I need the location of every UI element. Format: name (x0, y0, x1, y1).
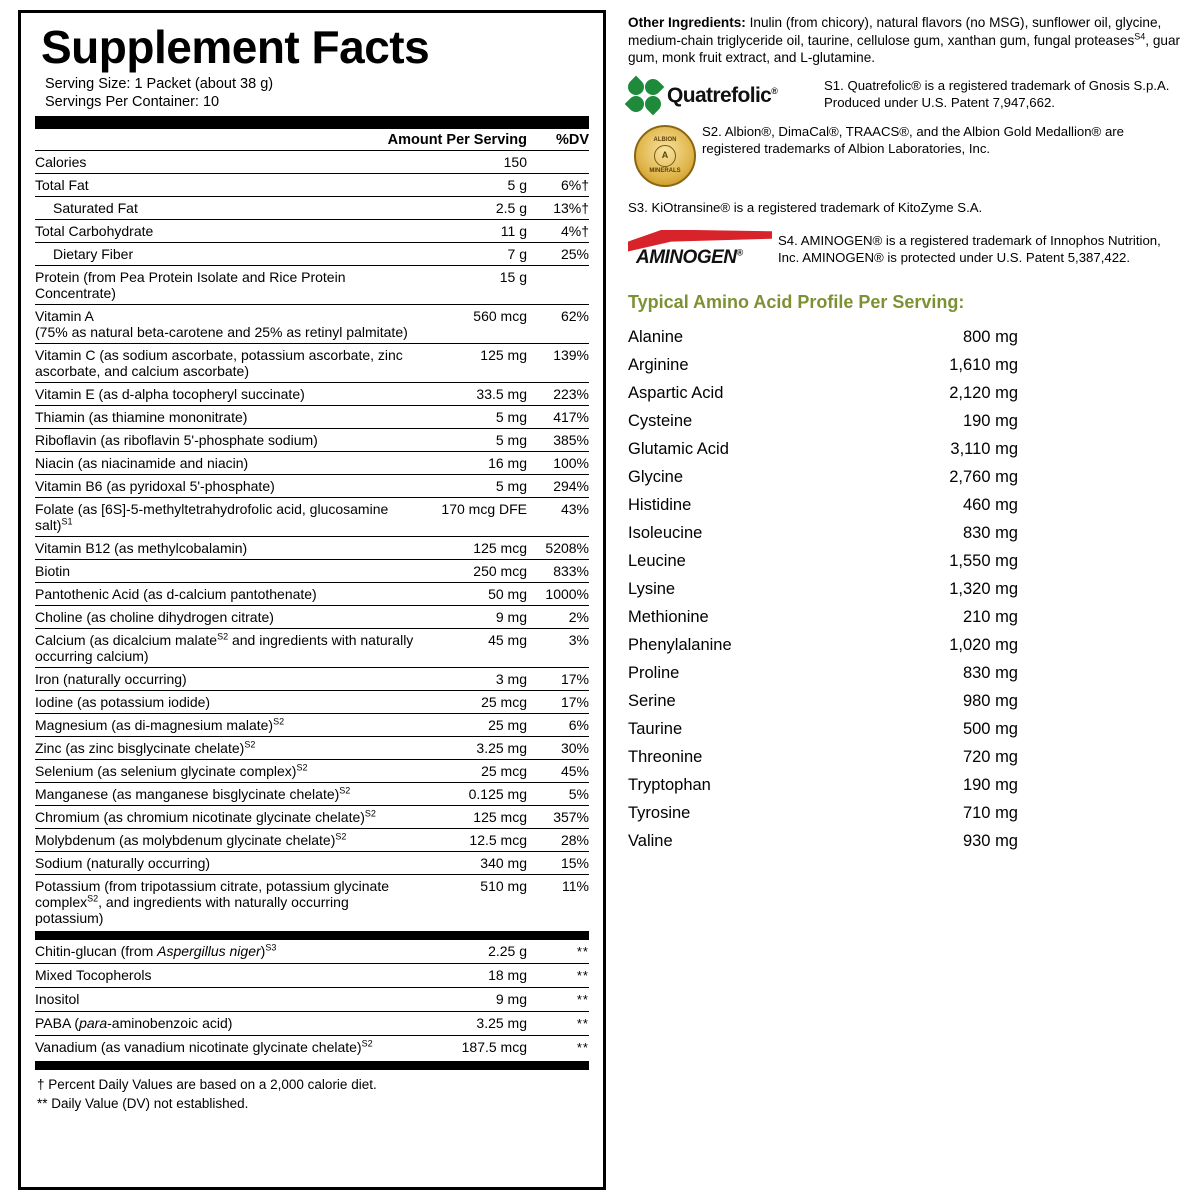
nutrient-amount: 5 mg (415, 429, 527, 452)
amino-acid-value: 210 mg (962, 607, 1018, 626)
albion-seal-icon (634, 125, 696, 187)
amino-acid-row (628, 323, 1018, 351)
nutrient-name: Mixed Tocopherols (35, 964, 415, 988)
amino-acid-row (628, 547, 1018, 575)
amino-acid-name: Cysteine (628, 411, 693, 430)
amino-acid-row (628, 603, 1018, 631)
nutrient-daily-value: 4%† (527, 220, 589, 243)
amino-acid-row (628, 491, 1018, 519)
nutrient-name: Riboflavin (as riboflavin 5'-phosphate sodium) (35, 429, 415, 452)
other-ingredients (628, 14, 1184, 67)
nutrient-daily-value: 45% (527, 760, 589, 783)
s1-footnote: S1. Quatrefolic® is a registered trademark of Gnosis S.p.A. Produced under U.S. Patent 7,947,662. (824, 77, 1170, 110)
clover-icon (628, 79, 662, 113)
albion-seal-top-text: ALBION (653, 136, 677, 143)
amino-acid-value: 830 mg (962, 523, 1018, 542)
table-row (35, 429, 589, 452)
nutrient-amount: 18 mg (415, 964, 527, 988)
column-header-dv: %DV (555, 132, 589, 148)
trademark-albion (628, 123, 1184, 187)
nutrient-name: Calories (35, 151, 415, 174)
amino-acid-row (628, 435, 1018, 463)
footer-divider-bar (35, 1061, 589, 1070)
table-row (35, 806, 589, 829)
nutrient-daily-value: 25% (527, 243, 589, 266)
nutrient-daily-value: 833% (527, 560, 589, 583)
amino-acid-name: Methionine (628, 607, 709, 626)
nutrient-amount: 3 mg (415, 668, 527, 691)
nutrient-amount: 150 (415, 151, 527, 174)
nutrient-amount: 9 mg (415, 606, 527, 629)
amino-acid-value: 800 mg (962, 327, 1018, 346)
s4-footnote: S4. AMINOGEN® is a registered trademark of Innophos Nutrition, Inc. AMINOGEN® is protected under U.S. Patent 5,387,422. (778, 232, 1161, 265)
amino-acid-name: Valine (628, 831, 673, 850)
nutrient-amount: 187.5 mcg (461, 1039, 527, 1055)
nutrient-name: Thiamin (as thiamine mononitrate) (35, 406, 415, 429)
nutrient-name: Pantothenic Acid (as d-calcium pantothenate) (35, 583, 415, 606)
nutrient-name: Vitamin A (75% as natural beta-carotene and 25% as retinyl palmitate) (35, 305, 415, 344)
nutrient-daily-value: 11% (562, 878, 589, 894)
nutrient-daily-value: 1000% (527, 583, 589, 606)
amino-acid-name: Proline (628, 663, 680, 682)
nutrient-name: Dietary Fiber (35, 243, 415, 266)
nutrient-daily-value: 30% (527, 737, 589, 760)
table-row (35, 829, 589, 852)
nutrient-amount: 9 mg (415, 988, 527, 1012)
amino-acid-value: 830 mg (962, 663, 1018, 682)
nutrient-name: PABA (para-aminobenzoic acid) (35, 1012, 415, 1036)
table-row (35, 344, 589, 383)
table-row (35, 197, 589, 220)
nutrient-name: Niacin (as niacinamide and niacin) (35, 452, 415, 475)
nutrient-amount: 25 mg (415, 714, 527, 737)
nutrient-table (35, 151, 589, 929)
amino-acid-name: Serine (628, 691, 676, 710)
nutrient-name: Biotin (35, 560, 415, 583)
amino-acid-value: 2,760 mg (949, 467, 1018, 486)
nutrient-daily-value: 5208% (527, 537, 589, 560)
table-row (35, 220, 589, 243)
amino-acid-name: Lysine (628, 579, 676, 598)
nutrient-daily-value: ** (576, 1040, 589, 1055)
nutrient-name: Folate (as [6S]-5-methyltetrahydrofolic acid, glucosamine salt)$^{S1}$ (35, 498, 415, 537)
nutrient-daily-value (527, 266, 589, 305)
amino-acid-name: Glutamic Acid (628, 439, 729, 458)
nutrient-name: Chromium (as chromium nicotinate glycinate chelate)$^{S2}$ (35, 806, 415, 829)
nutrient-daily-value: 28% (527, 829, 589, 852)
amino-acid-row (628, 631, 1018, 659)
nutrient-amount: 3.25 mg (415, 737, 527, 760)
nutrient-daily-value: 294% (527, 475, 589, 498)
nutrient-daily-value: 13%† (527, 197, 589, 220)
amino-acid-name: Tryptophan (628, 775, 711, 794)
nutrient-name: Zinc (as zinc bisglycinate chelate)$^{S2}$ (35, 737, 415, 760)
servings-per-container: Servings Per Container: 10 (45, 94, 220, 110)
amino-acid-value: 460 mg (962, 495, 1018, 514)
amino-acid-name: Histidine (628, 495, 692, 514)
nutrient-amount: 125 mcg (415, 537, 527, 560)
nutrient-amount: 2.5 g (415, 197, 527, 220)
nutrient-amount: 125 mcg (415, 806, 527, 829)
nutrient-daily-value: 6%† (527, 174, 589, 197)
nutrient-daily-value: 385% (527, 429, 589, 452)
table-row (35, 174, 589, 197)
table-row (35, 475, 589, 498)
nutrient-daily-value: 2% (527, 606, 589, 629)
nutrient-amount: 5 g (415, 174, 527, 197)
table-row (35, 760, 589, 783)
table-row (35, 305, 589, 344)
albion-seal-center-text: A (654, 145, 676, 167)
nutrient-amount: 510 mg (480, 878, 527, 894)
albion-logo (628, 123, 702, 187)
supplement-facts-panel (18, 10, 606, 1190)
footnote-not-established: ** Daily Value (DV) not established. (37, 1096, 249, 1111)
amino-acid-name: Aspartic Acid (628, 383, 724, 402)
amino-acid-row (628, 463, 1018, 491)
nutrient-amount: 0.125 mg (415, 783, 527, 806)
amino-acid-name: Tyrosine (628, 803, 691, 822)
amino-acid-row (628, 519, 1018, 547)
table-row (35, 783, 589, 806)
nutrient-name: Vitamin B6 (as pyridoxal 5'-phosphate) (35, 475, 415, 498)
nutrient-daily-value: 223% (527, 383, 589, 406)
amino-acid-value: 720 mg (962, 747, 1018, 766)
quatrefolic-logo (628, 77, 824, 113)
section-divider-bar (35, 931, 589, 940)
amino-acid-row (628, 743, 1018, 771)
nutrient-daily-value: ** (527, 964, 589, 988)
amino-acid-value: 710 mg (962, 803, 1018, 822)
nutrient-name: Manganese (as manganese bisglycinate chelate)$^{S2}$ (35, 783, 415, 806)
amino-acid-name: Alanine (628, 327, 684, 346)
amino-acid-value: 190 mg (962, 775, 1018, 794)
column-header-amount: Amount Per Serving (387, 132, 527, 148)
table-row (35, 537, 589, 560)
nutrient-daily-value: 6% (527, 714, 589, 737)
nutrient-daily-value: 17% (527, 691, 589, 714)
nutrient-name: Vanadium (as vanadium nicotinate glycinate chelate)$^{S2}$ (35, 1038, 373, 1055)
nutrient-name: Inositol (35, 988, 415, 1012)
nutrient-daily-value: 357% (527, 806, 589, 829)
trademark-aminogen (628, 226, 1184, 270)
nutrient-amount: 560 mcg (415, 305, 527, 344)
table-row (35, 940, 589, 964)
albion-seal-bottom-text: MINERALS (649, 167, 681, 174)
aminogen-wordmark: AMINOGEN® (636, 246, 743, 268)
table-row (35, 266, 589, 305)
nutrient-amount: 12.5 mcg (415, 829, 527, 852)
nutrient-daily-value: 43% (527, 498, 589, 537)
amino-acid-name: Arginine (628, 355, 689, 374)
table-row (35, 383, 589, 406)
nutrient-amount: 15 g (415, 266, 527, 305)
table-row (35, 964, 589, 988)
aminogen-logo (628, 226, 778, 270)
amino-acid-name: Taurine (628, 719, 683, 738)
amino-acid-row (628, 799, 1018, 827)
amino-acid-value: 500 mg (962, 719, 1018, 738)
nutrient-name: Vitamin E (as d-alpha tocopheryl succinate) (35, 383, 415, 406)
amino-acid-row (628, 715, 1018, 743)
table-row (35, 714, 589, 737)
nutrient-name: Total Fat (35, 174, 415, 197)
nutrient-daily-value: 5% (527, 783, 589, 806)
nutrient-daily-value: 100% (527, 452, 589, 475)
amino-profile-title: Typical Amino Acid Profile Per Serving: (628, 291, 965, 312)
nutrient-daily-value: 17% (527, 668, 589, 691)
amino-acid-value: 2,120 mg (949, 383, 1018, 402)
nutrient-name: Vitamin C (as sodium ascorbate, potassium ascorbate, zinc ascorbate, and calcium ascorbate) (35, 344, 415, 383)
table-row (35, 498, 589, 537)
nutrient-name: Potassium (from tripotassium citrate, potassium glycinate complex$^{S2}$, and ingredients with naturally occurring potassium) (35, 878, 390, 926)
table-row (35, 606, 589, 629)
amino-acid-row (628, 771, 1018, 799)
table-row (35, 691, 589, 714)
amino-acid-name: Threonine (628, 747, 703, 766)
other-ingredients-label: Other Ingredients: (628, 15, 746, 30)
amino-acid-row (628, 659, 1018, 687)
amino-acid-value: 1,550 mg (949, 551, 1018, 570)
nutrient-amount: 45 mg (415, 629, 527, 668)
table-row (35, 1036, 589, 1060)
nutrient-name: Protein (from Pea Protein Isolate and Rice Protein Concentrate) (35, 266, 415, 305)
amino-acid-row (628, 575, 1018, 603)
table-row (35, 852, 589, 875)
table-row (35, 875, 589, 930)
nutrient-amount: 33.5 mg (415, 383, 527, 406)
table-row (35, 737, 589, 760)
table-row (35, 452, 589, 475)
amino-acid-table (628, 323, 1018, 855)
nutrient-name: Selenium (as selenium glycinate complex)$^{S2}$ (35, 760, 415, 783)
nutrient-name: Vitamin B12 (as methylcobalamin) (35, 537, 415, 560)
nutrient-daily-value: 417% (527, 406, 589, 429)
nutrient-daily-value (527, 151, 589, 174)
footnote-daily-value: † Percent Daily Values are based on a 2,000 calorie diet. (37, 1077, 377, 1092)
amino-acid-name: Leucine (628, 551, 686, 570)
amino-acid-row (628, 687, 1018, 715)
nutrient-daily-value: 3% (527, 629, 589, 668)
nutrient-name: Choline (as choline dihydrogen citrate) (35, 606, 415, 629)
quatrefolic-wordmark: Quatrefolic® (667, 83, 778, 107)
nutrient-amount: 170 mcg DFE (415, 498, 527, 537)
nutrient-daily-value: 62% (527, 305, 589, 344)
nutrient-amount: 25 mcg (415, 691, 527, 714)
amino-acid-row (628, 827, 1018, 855)
amino-acid-name: Isoleucine (628, 523, 703, 542)
amino-acid-name: Phenylalanine (628, 635, 732, 654)
nutrient-amount: 25 mcg (415, 760, 527, 783)
nutrient-amount: 340 mg (415, 852, 527, 875)
nutrient-amount: 7 g (415, 243, 527, 266)
amino-acid-value: 1,320 mg (949, 579, 1018, 598)
nutrient-daily-value: ** (527, 1012, 589, 1036)
table-row (35, 988, 589, 1012)
nutrient-amount: 50 mg (415, 583, 527, 606)
nutrient-name: Sodium (naturally occurring) (35, 852, 415, 875)
nutrient-name: Iodine (as potassium iodide) (35, 691, 415, 714)
nutrient-name: Calcium (as dicalcium malate$^{S2}$ and ingredients with naturally occurring calcium) (35, 629, 415, 668)
nutrient-daily-value: ** (527, 988, 589, 1012)
amino-acid-value: 190 mg (962, 411, 1018, 430)
table-row (35, 406, 589, 429)
trademark-quatrefolic (628, 77, 1184, 113)
amino-acid-value: 3,110 mg (950, 439, 1018, 458)
page-title: Supplement Facts (41, 21, 430, 73)
nutrient-daily-value: 139% (527, 344, 589, 383)
nutrient-amount: 5 mg (415, 475, 527, 498)
header-divider-bar (35, 116, 589, 129)
nutrient-name: Magnesium (as di-magnesium malate)$^{S2}$ (35, 714, 415, 737)
table-row (35, 1012, 589, 1036)
amino-acid-row (628, 407, 1018, 435)
nutrient-name: Saturated Fat (35, 197, 415, 220)
nutrient-name: Total Carbohydrate (35, 220, 415, 243)
amino-acid-row (628, 351, 1018, 379)
nutrient-name: Molybdenum (as molybdenum glycinate chelate)$^{S2}$ (35, 829, 415, 852)
s2-footnote: S2. Albion®, DimaCal®, TRAACS®, and the Albion Gold Medallion® are registered trademarks of Albion Laboratories, Inc. (702, 123, 1124, 156)
right-column (628, 14, 1184, 855)
nutrient-name: Iron (naturally occurring) (35, 668, 415, 691)
nutrient-amount: 125 mg (415, 344, 527, 383)
nutrient-amount: 16 mg (415, 452, 527, 475)
serving-size: Serving Size: 1 Packet (about 38 g) (45, 76, 274, 92)
nutrient-amount: 250 mcg (415, 560, 527, 583)
nutrient-daily-value: ** (527, 940, 589, 964)
table-row (35, 560, 589, 583)
table-row (35, 151, 589, 174)
table-header (35, 129, 589, 151)
nutrient-amount: 11 g (415, 220, 527, 243)
nutrient-name: Chitin-glucan (from Aspergillus niger)$^{S3}$ (35, 940, 415, 964)
table-row (35, 243, 589, 266)
amino-acid-value: 930 mg (962, 831, 1018, 850)
nutrient-amount: 3.25 mg (415, 1012, 527, 1036)
amino-acid-value: 980 mg (962, 691, 1018, 710)
nutrient-amount: 5 mg (415, 406, 527, 429)
amino-acid-row (628, 379, 1018, 407)
table-row (35, 629, 589, 668)
table-row (35, 668, 589, 691)
nutrient-daily-value: 15% (527, 852, 589, 875)
table-row (35, 583, 589, 606)
nutrient-amount: 2.25 g (415, 940, 527, 964)
amino-acid-value: 1,610 mg (949, 355, 1018, 374)
other-nutrient-table (35, 940, 589, 1059)
amino-acid-value: 1,020 mg (949, 635, 1018, 654)
s3-footnote: S3. KiOtransine® is a registered trademark of KitoZyme S.A. (628, 199, 983, 215)
other-ingredients-text: Inulin (from chicory), natural flavors (no MSG), sunflower oil, glycine, medium-chain triglyceride oil, taurine, cellulose gum, xanthan gum, fungal proteases$^{S4}$, guar gum, monk fruit extract, and L-glutamine. (628, 15, 1181, 65)
amino-acid-name: Glycine (628, 467, 684, 486)
